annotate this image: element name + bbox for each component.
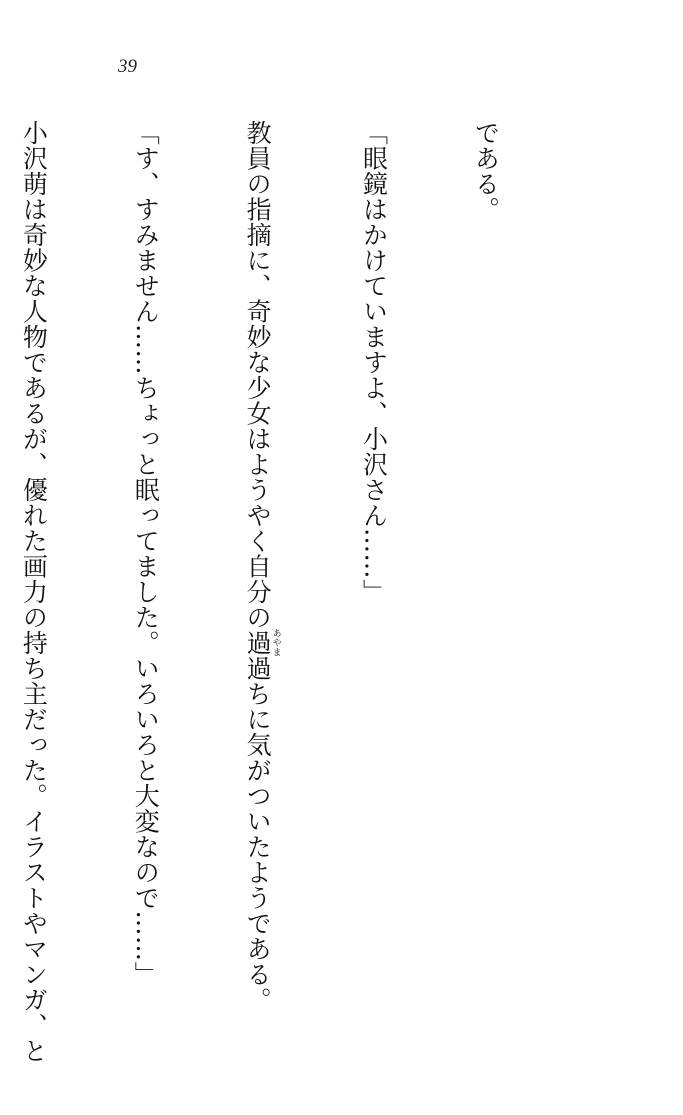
text-line-3 xyxy=(239,120,281,1013)
ruby-reading: あやま xyxy=(270,628,281,657)
ruby-word xyxy=(243,628,281,657)
text-line-3-tail: 過ちに気がついたようである。 xyxy=(243,655,273,1013)
text-line-2: 「眼鏡はかけていますよ、小沢さん……」 xyxy=(359,120,389,605)
ruby-base: 過 xyxy=(243,628,273,657)
text-line-3-head: 教員の指摘に、奇妙な少女はようやく自分の xyxy=(243,120,273,630)
text-line-4: 「す、すみません……ちょっと眠ってました。いろいろと大変なので……」 xyxy=(131,120,161,987)
body-text xyxy=(0,120,579,1064)
page-number: 39 xyxy=(118,56,137,77)
text-line-5: 小沢萌は奇妙な人物であるが、優れた画力の持ち主だった。イラストやマンガ、と xyxy=(19,120,49,1064)
text-line-1: である。 xyxy=(471,120,501,222)
